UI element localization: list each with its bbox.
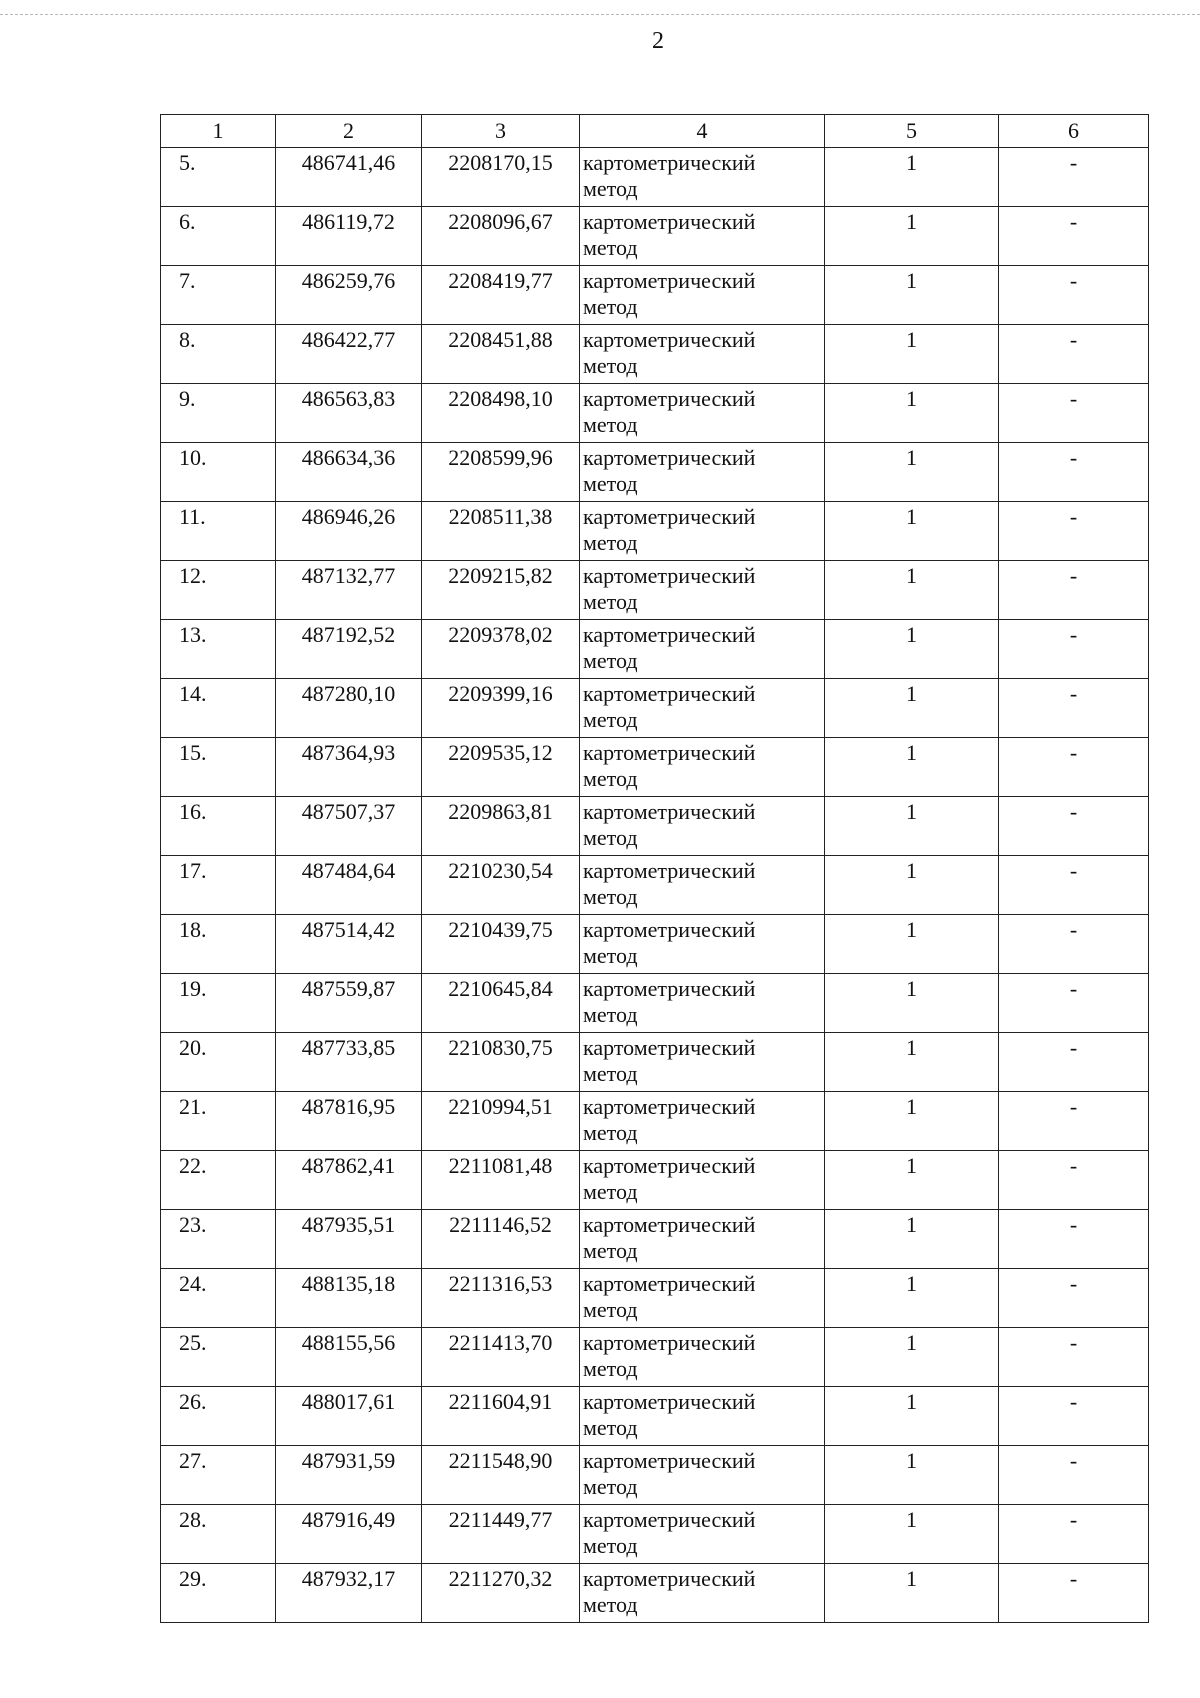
point-number-cell: 14. [161,679,276,738]
method-cell [580,1387,825,1446]
method-line: метод [583,943,638,968]
method-line: метод [583,589,638,614]
y-coordinate-cell: 2211316,53 [422,1269,580,1328]
y-coordinate-cell: 2208451,88 [422,325,580,384]
method-line: метод [583,1179,638,1204]
method-line: метод [583,1356,638,1381]
point-number-cell: 5. [161,148,276,207]
table-row [161,679,1149,738]
accuracy-cell: 1 [825,974,999,1033]
table-row [161,974,1149,1033]
description-cell: - [999,915,1149,974]
method-line: метод [583,884,638,909]
accuracy-cell: 1 [825,443,999,502]
method-cell [580,679,825,738]
point-number-cell: 28. [161,1505,276,1564]
method-line: метод [583,1592,638,1617]
point-number-cell: 21. [161,1092,276,1151]
table-row [161,1387,1149,1446]
table-row [161,266,1149,325]
description-cell: - [999,443,1149,502]
method-line: картометрический [583,504,756,529]
y-coordinate-cell: 2211413,70 [422,1328,580,1387]
method-cell [580,384,825,443]
description-cell: - [999,266,1149,325]
table-row [161,738,1149,797]
x-coordinate-cell: 488017,61 [276,1387,422,1446]
point-number-cell: 20. [161,1033,276,1092]
description-cell: - [999,856,1149,915]
accuracy-cell: 1 [825,148,999,207]
table-row [161,443,1149,502]
method-cell [580,1210,825,1269]
accuracy-cell: 1 [825,1328,999,1387]
point-number-cell: 9. [161,384,276,443]
page-number: 2 [652,28,664,54]
coordinates-table [160,114,1149,1623]
table-row [161,1564,1149,1623]
method-cell [580,915,825,974]
table-row [161,325,1149,384]
method-cell [580,325,825,384]
y-coordinate-cell: 2208511,38 [422,502,580,561]
x-coordinate-cell: 487507,37 [276,797,422,856]
accuracy-cell: 1 [825,1033,999,1092]
table-header [161,115,1149,148]
x-coordinate-cell: 486563,83 [276,384,422,443]
accuracy-cell: 1 [825,1151,999,1210]
accuracy-cell: 1 [825,1387,999,1446]
method-cell [580,620,825,679]
method-line: картометрический [583,386,756,411]
point-number-cell: 26. [161,1387,276,1446]
table-row [161,1033,1149,1092]
point-number-cell: 6. [161,207,276,266]
y-coordinate-cell: 2210994,51 [422,1092,580,1151]
method-line: метод [583,1533,638,1558]
method-line: метод [583,1002,638,1027]
y-coordinate-cell: 2210830,75 [422,1033,580,1092]
y-coordinate-cell: 2209399,16 [422,679,580,738]
x-coordinate-cell: 487280,10 [276,679,422,738]
table-row [161,502,1149,561]
x-coordinate-cell: 486946,26 [276,502,422,561]
method-line: картометрический [583,1330,756,1355]
point-number-cell: 12. [161,561,276,620]
x-coordinate-cell: 486422,77 [276,325,422,384]
y-coordinate-cell: 2211146,52 [422,1210,580,1269]
method-line: метод [583,1474,638,1499]
method-line: картометрический [583,917,756,942]
accuracy-cell: 1 [825,266,999,325]
method-line: картометрический [583,1271,756,1296]
y-coordinate-cell: 2211449,77 [422,1505,580,1564]
method-line: метод [583,766,638,791]
x-coordinate-cell: 487559,87 [276,974,422,1033]
method-line: картометрический [583,1566,756,1591]
header-cell: 2 [276,115,422,148]
description-cell: - [999,738,1149,797]
point-number-cell: 19. [161,974,276,1033]
y-coordinate-cell: 2208419,77 [422,266,580,325]
method-cell [580,502,825,561]
table-row [161,384,1149,443]
method-line: метод [583,353,638,378]
point-number-cell: 13. [161,620,276,679]
x-coordinate-cell: 487192,52 [276,620,422,679]
table-row [161,1092,1149,1151]
x-coordinate-cell: 487733,85 [276,1033,422,1092]
accuracy-cell: 1 [825,738,999,797]
header-cell: 5 [825,115,999,148]
method-cell [580,207,825,266]
method-cell [580,1092,825,1151]
method-line: метод [583,530,638,555]
accuracy-cell: 1 [825,1446,999,1505]
method-line: картометрический [583,1389,756,1414]
table-row [161,1151,1149,1210]
y-coordinate-cell: 2208170,15 [422,148,580,207]
point-number-cell: 11. [161,502,276,561]
y-coordinate-cell: 2211548,90 [422,1446,580,1505]
point-number-cell: 16. [161,797,276,856]
description-cell: - [999,1564,1149,1623]
method-cell [580,856,825,915]
method-line: картометрический [583,1094,756,1119]
y-coordinate-cell: 2209535,12 [422,738,580,797]
description-cell: - [999,502,1149,561]
y-coordinate-cell: 2211604,91 [422,1387,580,1446]
table-row [161,620,1149,679]
description-cell: - [999,384,1149,443]
method-line: картометрический [583,327,756,352]
method-line: картометрический [583,1448,756,1473]
method-line: метод [583,1238,638,1263]
table-body [161,148,1149,1623]
y-coordinate-cell: 2210230,54 [422,856,580,915]
x-coordinate-cell: 486119,72 [276,207,422,266]
accuracy-cell: 1 [825,1564,999,1623]
table-row [161,1269,1149,1328]
y-coordinate-cell: 2210645,84 [422,974,580,1033]
x-coordinate-cell: 487931,59 [276,1446,422,1505]
method-cell [580,1328,825,1387]
x-coordinate-cell: 486259,76 [276,266,422,325]
accuracy-cell: 1 [825,561,999,620]
description-cell: - [999,1033,1149,1092]
x-coordinate-cell: 487132,77 [276,561,422,620]
description-cell: - [999,1505,1149,1564]
point-number-cell: 24. [161,1269,276,1328]
description-cell: - [999,1151,1149,1210]
method-cell [580,443,825,502]
accuracy-cell: 1 [825,620,999,679]
table-row [161,856,1149,915]
method-cell [580,738,825,797]
point-number-cell: 10. [161,443,276,502]
accuracy-cell: 1 [825,1210,999,1269]
point-number-cell: 7. [161,266,276,325]
method-cell [580,1505,825,1564]
method-cell [580,1269,825,1328]
accuracy-cell: 1 [825,325,999,384]
x-coordinate-cell: 487364,93 [276,738,422,797]
y-coordinate-cell: 2211081,48 [422,1151,580,1210]
method-line: метод [583,176,638,201]
description-cell: - [999,207,1149,266]
method-line: метод [583,294,638,319]
method-line: метод [583,648,638,673]
description-cell: - [999,1092,1149,1151]
description-cell: - [999,1328,1149,1387]
method-cell [580,1151,825,1210]
method-line: метод [583,235,638,260]
accuracy-cell: 1 [825,797,999,856]
y-coordinate-cell: 2210439,75 [422,915,580,974]
description-cell: - [999,1210,1149,1269]
method-cell [580,1446,825,1505]
accuracy-cell: 1 [825,679,999,738]
accuracy-cell: 1 [825,915,999,974]
method-line: картометрический [583,150,756,175]
point-number-cell: 25. [161,1328,276,1387]
method-cell [580,266,825,325]
description-cell: - [999,561,1149,620]
table-row [161,561,1149,620]
description-cell: - [999,797,1149,856]
point-number-cell: 15. [161,738,276,797]
accuracy-cell: 1 [825,502,999,561]
y-coordinate-cell: 2208498,10 [422,384,580,443]
x-coordinate-cell: 487935,51 [276,1210,422,1269]
method-cell [580,148,825,207]
x-coordinate-cell: 487862,41 [276,1151,422,1210]
accuracy-cell: 1 [825,1505,999,1564]
y-coordinate-cell: 2208599,96 [422,443,580,502]
method-line: картометрический [583,622,756,647]
scan-edge-line [0,14,1200,19]
accuracy-cell: 1 [825,856,999,915]
method-line: картометрический [583,799,756,824]
method-cell [580,797,825,856]
table-row [161,1328,1149,1387]
method-line: метод [583,1061,638,1086]
x-coordinate-cell: 487816,95 [276,1092,422,1151]
x-coordinate-cell: 487932,17 [276,1564,422,1623]
y-coordinate-cell: 2208096,67 [422,207,580,266]
x-coordinate-cell: 487916,49 [276,1505,422,1564]
point-number-cell: 23. [161,1210,276,1269]
description-cell: - [999,974,1149,1033]
point-number-cell: 18. [161,915,276,974]
point-number-cell: 29. [161,1564,276,1623]
method-line: картометрический [583,1035,756,1060]
method-line: картометрический [583,1153,756,1178]
y-coordinate-cell: 2209215,82 [422,561,580,620]
x-coordinate-cell: 488155,56 [276,1328,422,1387]
table-row [161,207,1149,266]
accuracy-cell: 1 [825,1269,999,1328]
description-cell: - [999,148,1149,207]
point-number-cell: 22. [161,1151,276,1210]
accuracy-cell: 1 [825,1092,999,1151]
table-row [161,1210,1149,1269]
description-cell: - [999,1387,1149,1446]
method-line: картометрический [583,209,756,234]
description-cell: - [999,1269,1149,1328]
point-number-cell: 27. [161,1446,276,1505]
description-cell: - [999,679,1149,738]
method-line: картометрический [583,740,756,765]
method-line: метод [583,471,638,496]
point-number-cell: 17. [161,856,276,915]
method-cell [580,974,825,1033]
description-cell: - [999,620,1149,679]
method-line: метод [583,707,638,732]
method-line: метод [583,1297,638,1322]
table-row [161,148,1149,207]
method-cell [580,561,825,620]
x-coordinate-cell: 487514,42 [276,915,422,974]
method-cell [580,1564,825,1623]
header-cell: 3 [422,115,580,148]
y-coordinate-cell: 2209863,81 [422,797,580,856]
method-line: картометрический [583,858,756,883]
method-line: метод [583,825,638,850]
y-coordinate-cell: 2211270,32 [422,1564,580,1623]
method-line: картометрический [583,445,756,470]
method-line: картометрический [583,563,756,588]
method-line: картометрический [583,1212,756,1237]
method-line: метод [583,1120,638,1145]
method-line: картометрический [583,976,756,1001]
x-coordinate-cell: 488135,18 [276,1269,422,1328]
table-row [161,1446,1149,1505]
x-coordinate-cell: 486741,46 [276,148,422,207]
description-cell: - [999,325,1149,384]
method-cell [580,1033,825,1092]
table-row [161,797,1149,856]
method-line: метод [583,412,638,437]
table-row [161,915,1149,974]
accuracy-cell: 1 [825,384,999,443]
method-line: картометрический [583,1507,756,1532]
table-row [161,1505,1149,1564]
point-number-cell: 8. [161,325,276,384]
y-coordinate-cell: 2209378,02 [422,620,580,679]
method-line: метод [583,1415,638,1440]
header-cell: 6 [999,115,1149,148]
header-cell: 4 [580,115,825,148]
description-cell: - [999,1446,1149,1505]
x-coordinate-cell: 486634,36 [276,443,422,502]
method-line: картометрический [583,268,756,293]
header-cell: 1 [161,115,276,148]
x-coordinate-cell: 487484,64 [276,856,422,915]
accuracy-cell: 1 [825,207,999,266]
header-row [161,115,1149,148]
method-line: картометрический [583,681,756,706]
